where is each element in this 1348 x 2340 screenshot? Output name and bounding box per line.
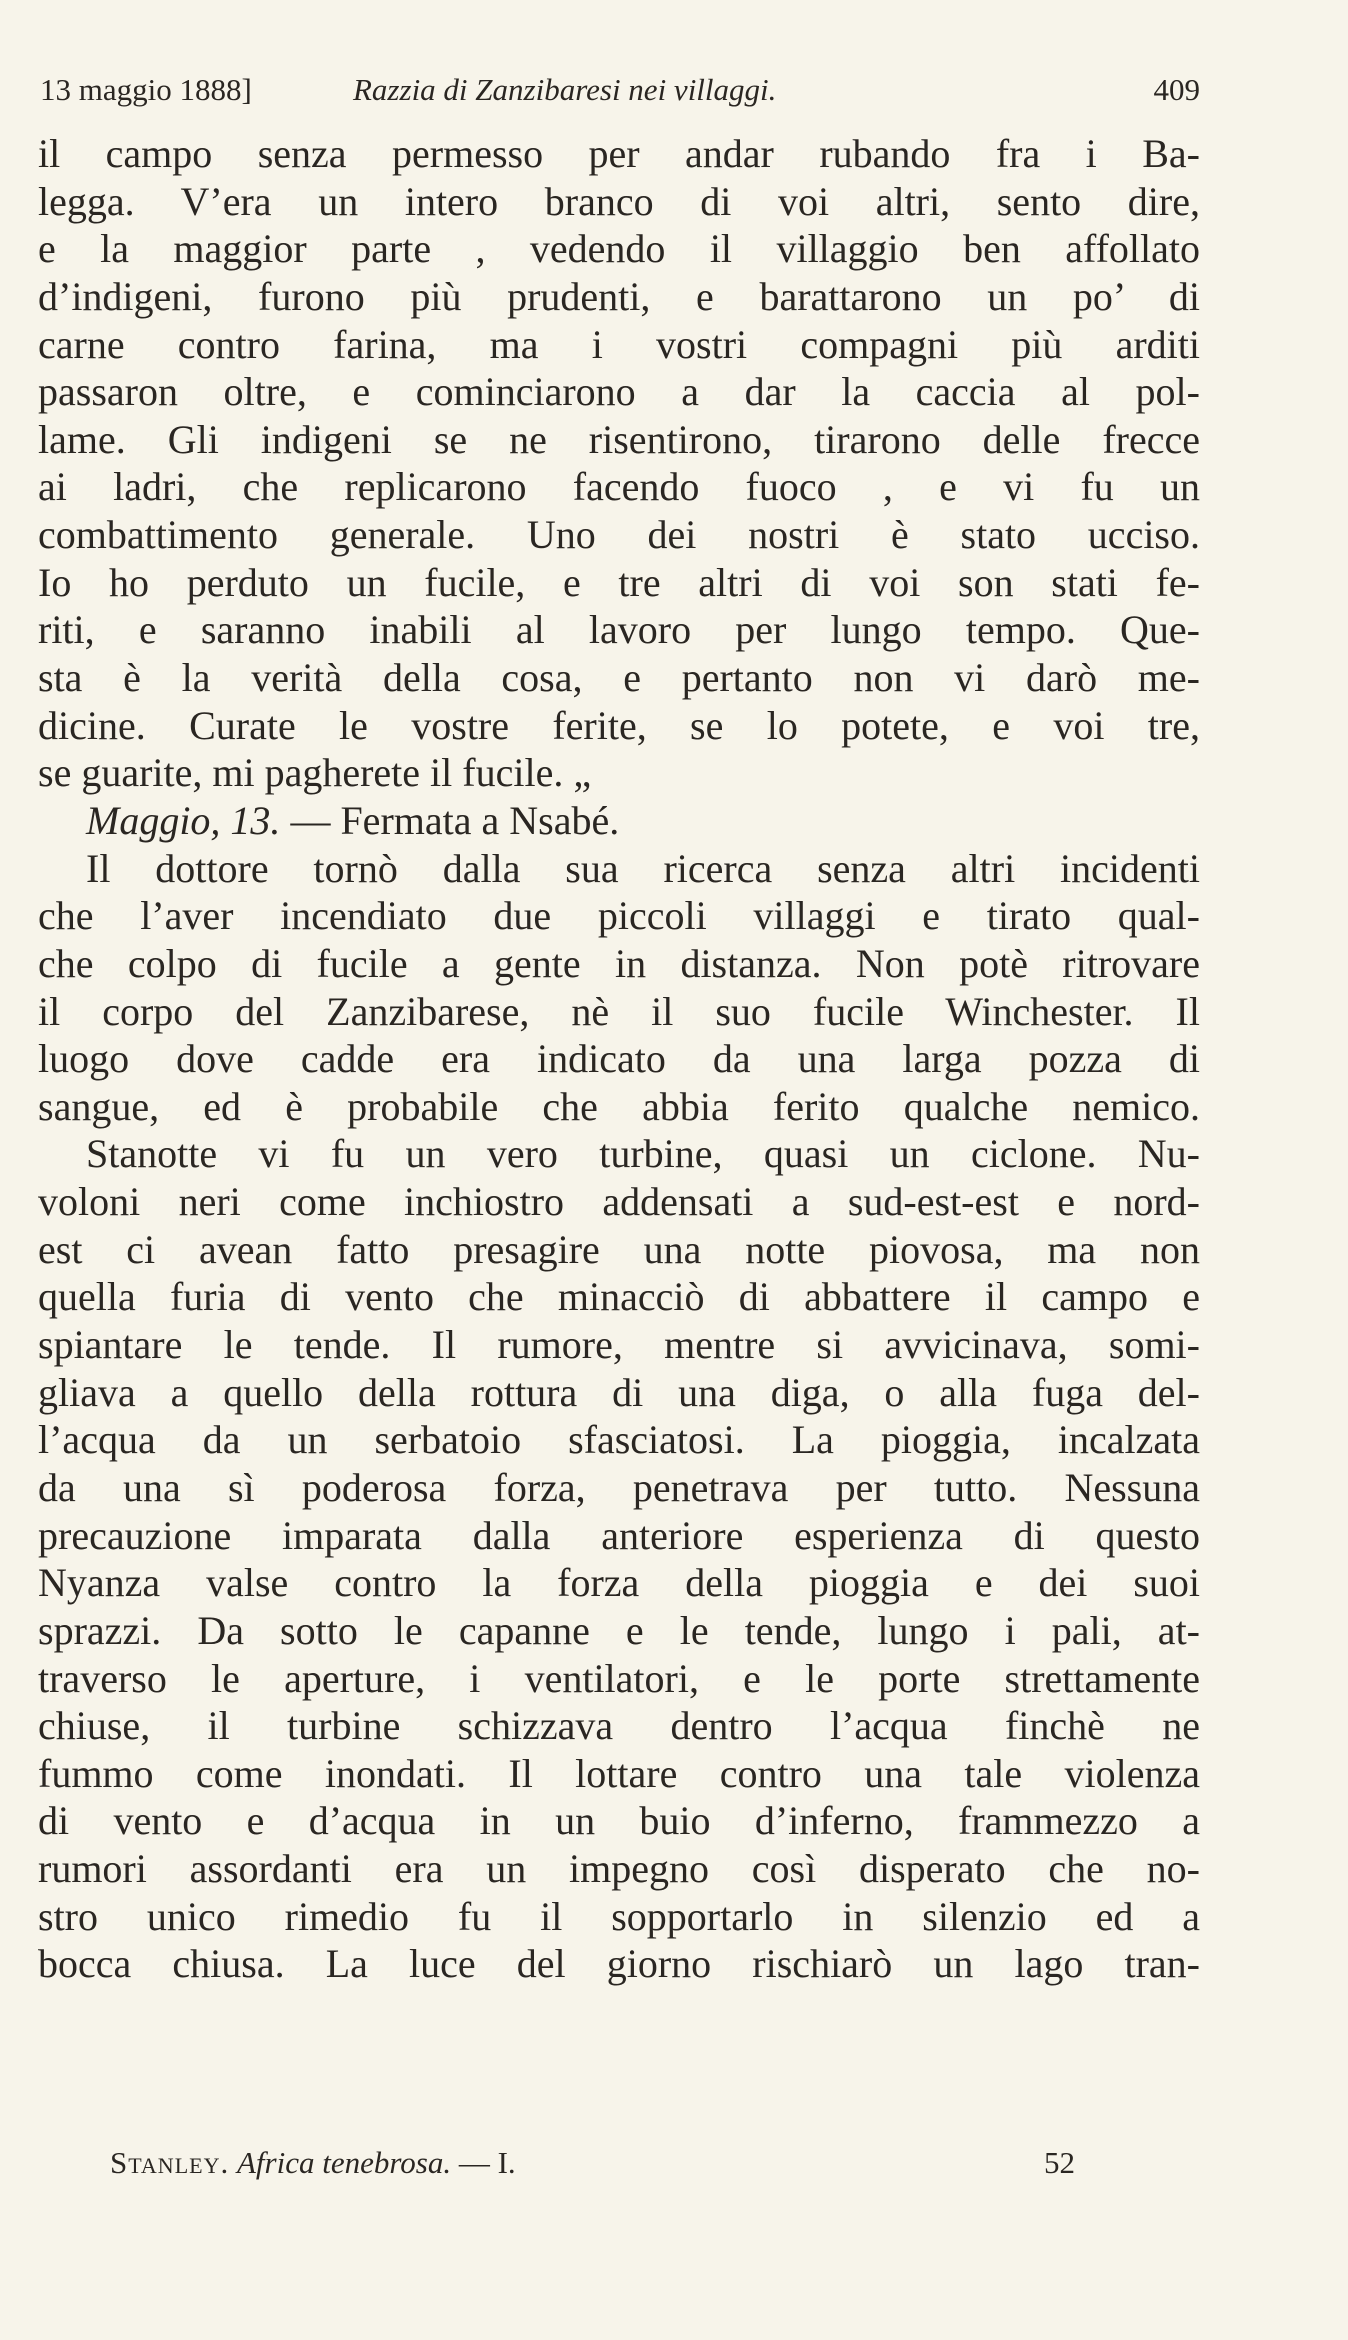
diary-entry-date: Maggio, 13. bbox=[86, 797, 281, 843]
text-line: l’acqua da un serbatoio sfasciatosi. La pioggia, incalzata bbox=[38, 1417, 1200, 1463]
text-line: spiantare le tende. Il rumore, mentre si avvicinava, somi- bbox=[38, 1322, 1200, 1368]
text-line: gliava a quello della rottura di una diga, o alla fuga del- bbox=[38, 1369, 1200, 1415]
text-line: sprazzi. Da sotto le capanne e le tende, lungo i pali, at- bbox=[38, 1607, 1200, 1653]
text-line: voloni neri come inchiostro addensati a sud-est-est e nord- bbox=[38, 1179, 1200, 1225]
text-line: Stanotte vi fu un vero turbine, quasi un ciclone. Nu- bbox=[86, 1131, 1200, 1177]
footer-author: Stanley. bbox=[110, 2145, 230, 2180]
text-line: precauzione imparata dalla anteriore esperienza di questo bbox=[38, 1512, 1200, 1558]
text-line: est ci avean fatto presagire una notte piovosa, ma non bbox=[38, 1226, 1200, 1272]
text-line: quella furia di vento che minacciò di abbattere il campo e bbox=[38, 1274, 1200, 1320]
text-line: di vento e d’acqua in un buio d’inferno, frammezzo a bbox=[38, 1798, 1200, 1844]
text-line: d’indigeni, furono più prudenti, e barattarono un po’ di bbox=[38, 273, 1200, 319]
footer-work-title: Africa tenebrosa. bbox=[236, 2145, 452, 2180]
text-line: traverso le aperture, i ventilatori, e le porte strettamente bbox=[38, 1655, 1200, 1701]
text-line: il corpo del Zanzibarese, nè il suo fucile Winchester. Il bbox=[38, 988, 1200, 1034]
running-head bbox=[40, 64, 1200, 116]
footer-signature-line bbox=[110, 2138, 1075, 2188]
text-line: fummo come inondati. Il lottare contro una tale violenza bbox=[38, 1750, 1200, 1796]
text-line: il campo senza permesso per andar rubando fra i Ba- bbox=[38, 131, 1200, 176]
footer-citation bbox=[110, 2138, 516, 2188]
text-line: se guarite, mi pagherete il fucile. „ bbox=[38, 750, 592, 796]
text-line: Il dottore tornò dalla sua ricerca senza altri incidenti bbox=[86, 845, 1200, 891]
page-number: 409 bbox=[1153, 72, 1200, 107]
text-line: luogo dove cadde era indicato da una larga pozza di bbox=[38, 1036, 1200, 1082]
text-line: Nyanza valse contro la forza della pioggia e dei suoi bbox=[38, 1560, 1200, 1606]
running-head-date: 13 maggio 1888] bbox=[40, 72, 252, 107]
text-line: rumori assordanti era un impegno così disperato che no- bbox=[38, 1846, 1200, 1892]
text-line: bocca chiusa. La luce del giorno rischiarò un lago tran- bbox=[38, 1941, 1200, 1987]
text-line: legga. V’era un intero branco di voi altri, sento dire, bbox=[38, 178, 1200, 224]
text-line: Io ho perduto un fucile, e tre altri di voi son stati fe- bbox=[38, 559, 1200, 605]
text-line: passaron oltre, e cominciarono a dar la caccia al pol- bbox=[38, 369, 1200, 415]
diary-entry-line bbox=[38, 797, 1200, 845]
body-text bbox=[38, 130, 1200, 1988]
footer-signature-number: 52 bbox=[1044, 2145, 1075, 2180]
text-line: riti, e saranno inabili al lavoro per lungo tempo. Que- bbox=[38, 607, 1200, 653]
text-line: sangue, ed è probabile che abbia ferito qualche nemico. bbox=[38, 1083, 1200, 1129]
footer-volume: — I. bbox=[458, 2145, 516, 2180]
text-line: che l’aver incendiato due piccoli villaggi e tirato qual- bbox=[38, 893, 1200, 939]
text-line: dicine. Curate le vostre ferite, se lo potete, e voi tre, bbox=[38, 702, 1200, 748]
text-line: carne contro farina, ma i vostri compagni più arditi bbox=[38, 321, 1200, 367]
text-line: che colpo di fucile a gente in distanza. Non potè ritrovare bbox=[38, 940, 1200, 986]
diary-entry-text: — Fermata a Nsabé. bbox=[280, 797, 620, 843]
text-line: ai ladri, che replicarono facendo fuoco , e vi fu un bbox=[38, 464, 1200, 510]
text-line: da una sì poderosa forza, penetrava per tutto. Nessuna bbox=[38, 1464, 1200, 1510]
running-head-title: Razzia di Zanzibaresi nei villaggi. bbox=[353, 72, 777, 107]
text-line: sta è la verità della cosa, e pertanto non vi darò me- bbox=[38, 655, 1200, 701]
text-line: e la maggior parte , vedendo il villaggio ben affollato bbox=[38, 226, 1200, 272]
text-line: combattimento generale. Uno dei nostri è stato ucciso. bbox=[38, 512, 1200, 558]
text-line: chiuse, il turbine schizzava dentro l’acqua finchè ne bbox=[38, 1703, 1200, 1749]
text-line: stro unico rimedio fu il sopportarlo in silenzio ed a bbox=[38, 1893, 1200, 1939]
text-line: lame. Gli indigeni se ne risentirono, tirarono delle frecce bbox=[38, 416, 1200, 462]
